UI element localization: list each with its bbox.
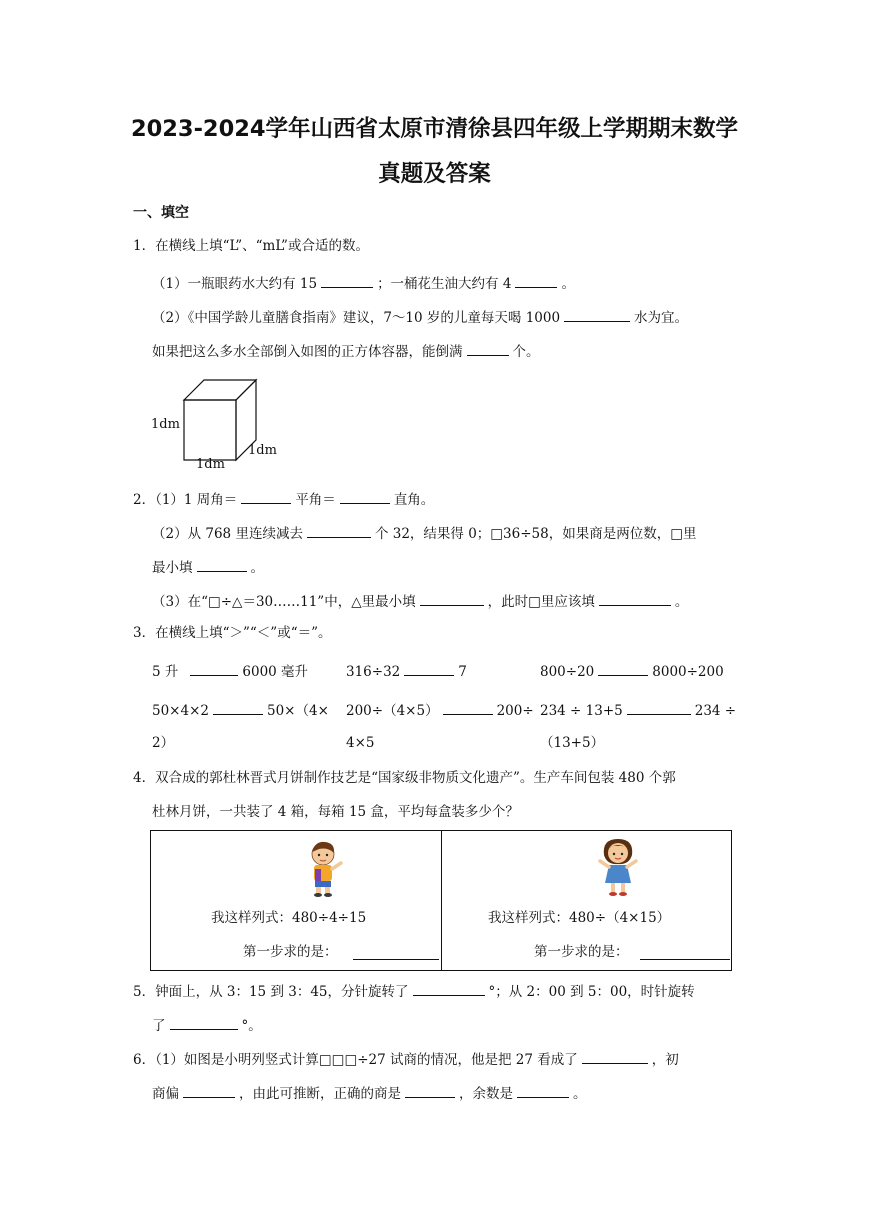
- q6-blank-2[interactable]: [183, 1085, 235, 1098]
- cube-front-face: [184, 400, 236, 460]
- q1-part1: [152, 275, 575, 292]
- q1-stem: 1．在横线上填“L”、“mL”或合适的数。: [133, 238, 369, 254]
- q6-text-d: ，由此可推断，正确的商是: [239, 1086, 401, 1102]
- q5-text-a: 5．钟面上，从 3：15 到 3：45，分针旋转了: [133, 984, 409, 1000]
- q5-blank-2[interactable]: [170, 1017, 238, 1030]
- q2-blank-2[interactable]: [340, 491, 390, 504]
- girl-icon: [595, 837, 641, 899]
- q2-blank-5[interactable]: [420, 593, 484, 606]
- q6-blank-4[interactable]: [517, 1085, 569, 1098]
- q2-blank-3[interactable]: [307, 525, 371, 538]
- q6-text-e: ，余数是: [459, 1086, 513, 1102]
- q3-r2c1-left: 50×4×2: [152, 703, 209, 719]
- cube-label-bottom: 1dm: [196, 457, 225, 472]
- q4-line1: 4．双合成的郭杜林晋式月饼制作技艺是“国家级非物质文化遗产”。生产车间包装 480 个郭: [133, 770, 676, 786]
- q5-text-b: °；从 2：00 到 5：00，时针旋转: [488, 984, 695, 1000]
- q6-line2: [152, 1085, 587, 1102]
- q3-r2c2-right: 200÷: [496, 703, 534, 719]
- boy-icon: [303, 839, 347, 897]
- q3-r2c2-wrap: 4×5: [346, 735, 375, 751]
- q4-right-step-label: 第一步求的是：: [534, 944, 629, 960]
- q3-r1c1: [152, 663, 308, 680]
- q3-stem: 3．在横线上填“＞”“＜”或“＝”。: [133, 625, 332, 641]
- q4-answer-table: [150, 830, 732, 971]
- cube-label-left: 1dm: [151, 417, 180, 432]
- q3-r1c1-right: 6000 毫升: [242, 664, 309, 680]
- q4-line2: 杜林月饼，一共装了 4 箱，每箱 15 盒，平均每盒装多少个？: [152, 804, 519, 820]
- q6-text-b: ，初: [651, 1052, 679, 1068]
- q6-text-f: 。: [573, 1086, 587, 1102]
- q3-r2c3: [540, 702, 736, 719]
- q3-blank-2[interactable]: [404, 663, 454, 676]
- q6-text-a: 6．（1）如图是小明列竖式计算□□□÷27 试商的情况，他是把 27 看成了: [133, 1052, 578, 1068]
- q4-left-step-label: 第一步求的是：: [243, 944, 338, 960]
- q3-r2c1-right: 50×（4×: [266, 703, 329, 719]
- q2-part1-text-a: 2．（1）1 周角＝: [133, 492, 238, 508]
- q2-part3: [152, 593, 688, 610]
- q3-blank-3[interactable]: [598, 663, 648, 676]
- q3-r1c2-right: 7: [458, 664, 467, 680]
- q5-line1: [133, 983, 695, 1000]
- q1-part2-text-a: （2）《中国学龄儿童膳食指南》建议，7～10 岁的儿童每天喝 1000: [152, 310, 561, 326]
- q1-blank-3[interactable]: [564, 309, 630, 322]
- q2-part3-text-b: ，此时□里应该填: [487, 594, 595, 610]
- q1-part1-text-a: （1）一瓶眼药水大约有 15: [152, 276, 318, 292]
- q4-left-formula: 我这样列式：480÷4÷15: [211, 910, 367, 926]
- document-title-line1: 2023-2024学年山西省太原市清徐县四年级上学期期末数学: [130, 116, 739, 142]
- q2-part2-text-a: （2）从 768 里连续减去: [152, 526, 303, 542]
- q4-right-answer-line[interactable]: [640, 959, 730, 960]
- q4-table-divider: [441, 831, 442, 970]
- q3-r2c3-left: 234 ÷ 13+5: [540, 703, 623, 719]
- q5-text-c: 了: [152, 1018, 166, 1034]
- q3-r1c2-left: 316÷32: [346, 664, 401, 680]
- q1-blank-1[interactable]: [321, 275, 373, 288]
- q2-part3-text-c: 。: [674, 594, 689, 610]
- q3-r2c3-right: 234 ÷: [694, 703, 737, 719]
- document-title-line2: 真题及答案: [378, 161, 491, 187]
- q5-line2: [152, 1017, 262, 1034]
- q2-part2: [152, 525, 696, 542]
- q1-blank-2[interactable]: [515, 275, 557, 288]
- q2-part1-text-c: 直角。: [393, 492, 435, 508]
- q3-blank-6[interactable]: [627, 702, 691, 715]
- q3-r1c3: [540, 663, 724, 680]
- q1-blank-4[interactable]: [467, 343, 509, 356]
- q6-line1: [133, 1051, 679, 1068]
- q1-part2-cont: [152, 343, 540, 360]
- q3-r1c3-right: 8000÷200: [652, 664, 724, 680]
- q5-blank-1[interactable]: [413, 983, 485, 996]
- q6-blank-3[interactable]: [405, 1085, 455, 1098]
- section-title-fill-blank: 一、填空: [133, 205, 189, 221]
- q2-part2-text-b: 个 32，结果得 0；□36÷58，如果商是两位数，□里: [374, 526, 697, 542]
- q3-r1c1-left: 5 升: [152, 664, 179, 680]
- q3-r1c3-left: 800÷20: [540, 664, 595, 680]
- cube-label-right: 1dm: [248, 443, 277, 458]
- q3-r2c3-wrap: （13+5）: [540, 735, 605, 751]
- q1-part2-text-c: 如果把这么多水全部倒入如图的正方体容器，能倒满: [152, 344, 463, 360]
- q3-r2c2-left: 200÷（4×5）: [346, 703, 439, 719]
- q1-part1-text-c: 。: [561, 276, 575, 292]
- q4-right-formula: 我这样列式：480÷（4×15）: [488, 910, 671, 926]
- q1-part2: [152, 309, 688, 326]
- q3-r2c2: [346, 702, 534, 719]
- q3-blank-5[interactable]: [443, 702, 493, 715]
- q6-blank-1[interactable]: [582, 1051, 648, 1064]
- q2-part1-text-b: 平角＝: [295, 492, 336, 508]
- q3-blank-1[interactable]: [190, 663, 238, 676]
- q1-part2-text-b: 水为宜。: [634, 310, 689, 326]
- q3-r2c1: [152, 702, 329, 719]
- q6-text-c: 商偏: [152, 1086, 179, 1102]
- q3-r1c2: [346, 663, 467, 680]
- q4-left-answer-line[interactable]: [353, 959, 439, 960]
- q2-blank-4[interactable]: [197, 559, 247, 572]
- q2-part1: [133, 491, 434, 508]
- q1-part1-text-b: ；一桶花生油大约有 4: [377, 276, 512, 292]
- q1-part2-text-d: 个。: [512, 344, 540, 360]
- q2-part3-text-a: （3）在“□÷△＝30……11”中，△里最小填: [152, 594, 416, 610]
- q2-part2-cont: [152, 559, 264, 576]
- q5-text-d: °。: [241, 1018, 262, 1034]
- q2-part2-text-d: 。: [250, 560, 264, 576]
- q3-blank-4[interactable]: [213, 702, 263, 715]
- q2-blank-1[interactable]: [241, 491, 291, 504]
- q3-r2c1-wrap: 2）: [152, 735, 175, 751]
- q2-part2-text-c: 最小填: [152, 560, 193, 576]
- q2-blank-6[interactable]: [599, 593, 671, 606]
